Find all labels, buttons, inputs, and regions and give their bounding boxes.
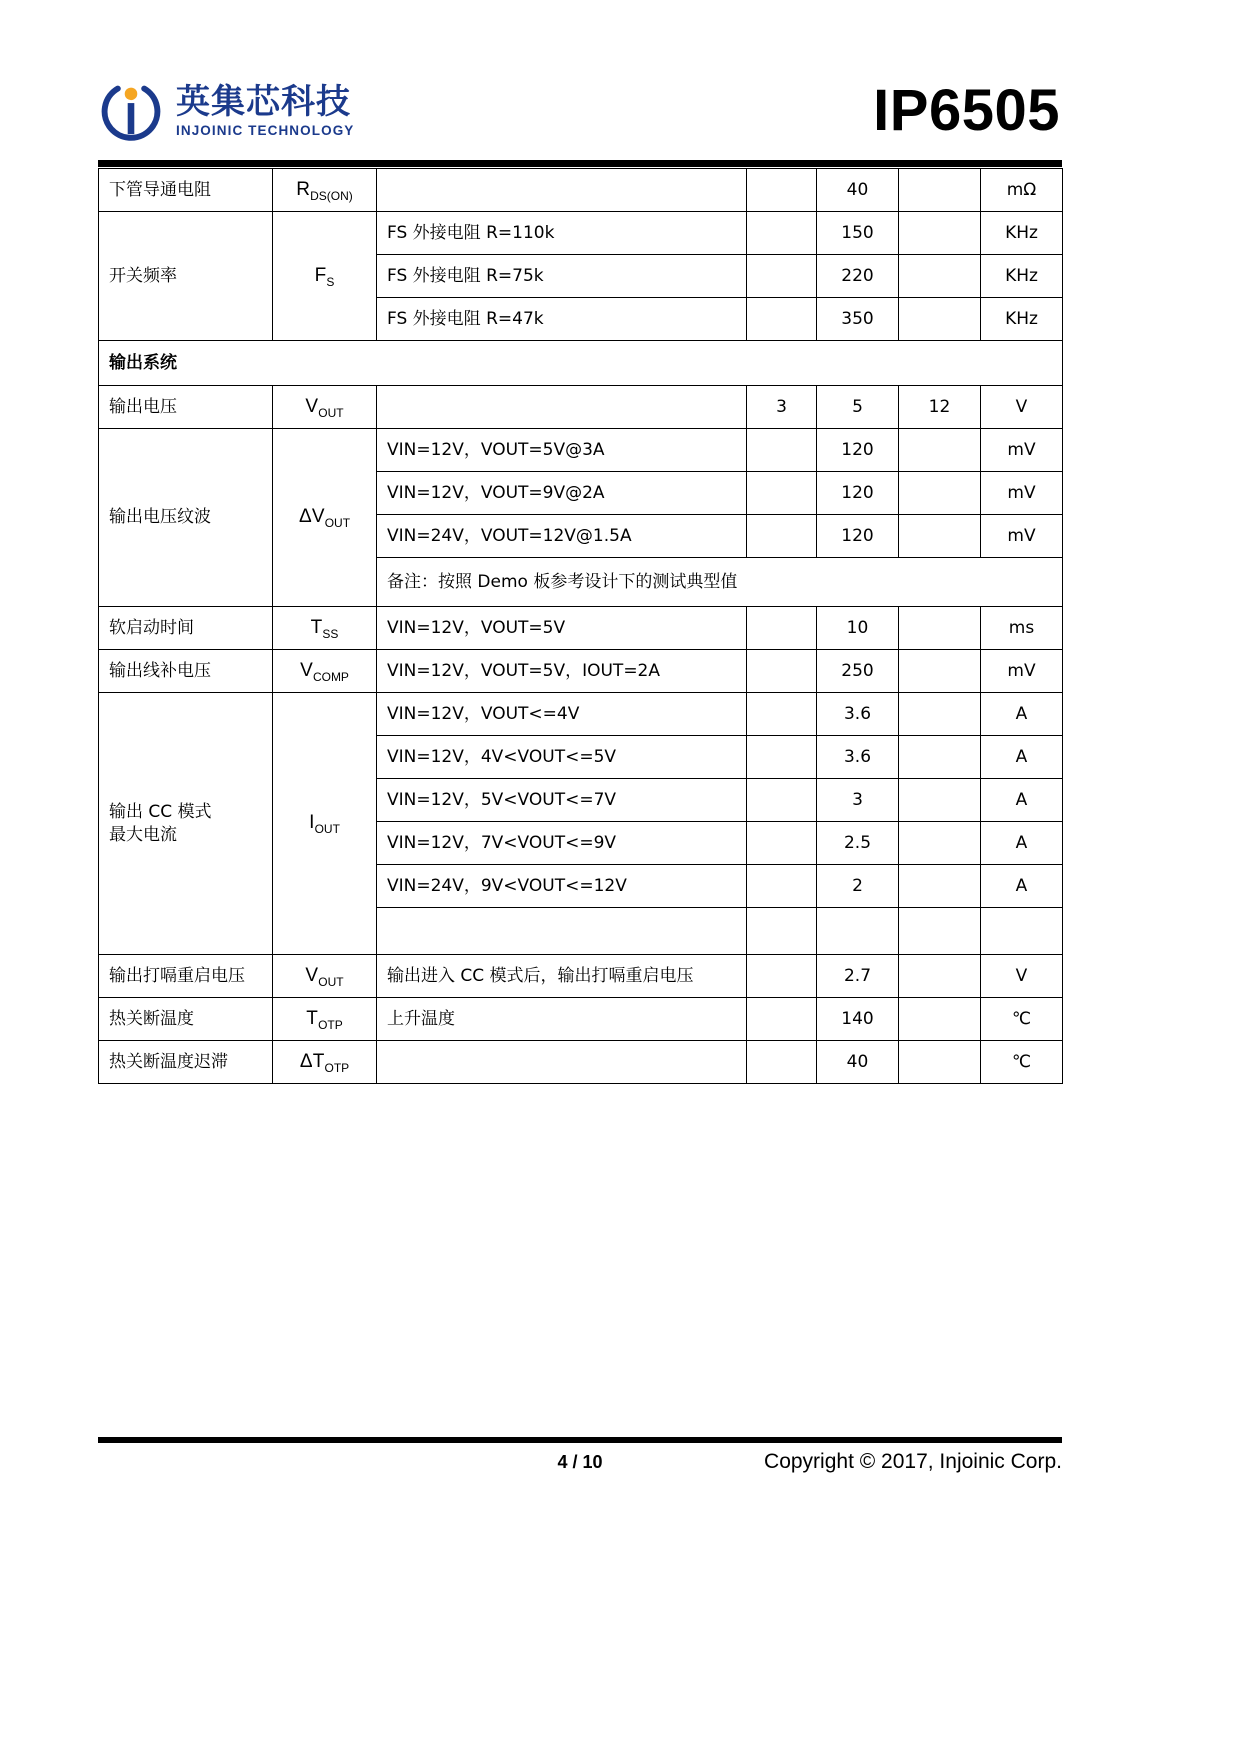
min-value-cell <box>747 822 817 865</box>
unit-cell: KHz <box>981 255 1063 298</box>
parameter-name-line1: 输出 CC 模式 <box>109 801 212 822</box>
test-condition-cell: 输出进入 CC 模式后，输出打嗝重启电压 <box>377 955 747 998</box>
typical-value-cell: 5 <box>817 386 899 429</box>
parameter-symbol-cell <box>273 998 377 1041</box>
typical-value-cell: 140 <box>817 998 899 1041</box>
test-condition-cell <box>377 1041 747 1084</box>
max-value-cell <box>899 650 981 693</box>
empty-cell <box>817 908 899 955</box>
parameter-symbol-cell <box>273 693 377 955</box>
section-header-label: 输出系统 <box>99 341 1063 386</box>
test-condition-cell: FS 外接电阻 R=75k <box>377 255 747 298</box>
brand-text <box>176 81 355 138</box>
empty-cell <box>747 908 817 955</box>
unit-cell: ℃ <box>981 998 1063 1041</box>
max-value-cell <box>899 998 981 1041</box>
min-value-cell <box>747 693 817 736</box>
typical-value-cell: 3 <box>817 779 899 822</box>
brand-name-cn: 英集芯科技 <box>176 81 351 122</box>
typical-value-cell: 2.5 <box>817 822 899 865</box>
symbol-text <box>306 1007 343 1032</box>
test-condition-cell: FS 外接电阻 R=47k <box>377 298 747 341</box>
parameter-name-cell <box>99 693 273 955</box>
symbol-subscript: OUT <box>318 974 344 989</box>
typical-value-cell: 220 <box>817 255 899 298</box>
page-number: 4 / 10 <box>557 1452 603 1472</box>
specification-table <box>98 168 1063 1084</box>
typical-value-cell: 2 <box>817 865 899 908</box>
parameter-name-cell: 输出线补电压 <box>99 650 273 693</box>
typical-value-cell: 120 <box>817 472 899 515</box>
symbol-text <box>310 616 339 641</box>
symbol-subscript: OUT <box>314 821 340 836</box>
table-row <box>99 212 1063 255</box>
typical-value-cell: 2.7 <box>817 955 899 998</box>
max-value-cell <box>899 607 981 650</box>
min-value-cell <box>747 607 817 650</box>
symbol-base: V <box>305 395 319 417</box>
max-value-cell <box>899 779 981 822</box>
page-title: IP6505 <box>873 78 1060 143</box>
typical-value-cell: 40 <box>817 1041 899 1084</box>
symbol-subscript: OUT <box>324 515 351 530</box>
parameter-name-cell: 热关断温度 <box>99 998 273 1041</box>
parameter-symbol-cell <box>273 386 377 429</box>
unit-cell: ms <box>981 607 1063 650</box>
typical-value-cell: 10 <box>817 607 899 650</box>
parameter-symbol-cell <box>273 429 377 607</box>
min-value-cell <box>747 472 817 515</box>
max-value-cell <box>899 169 981 212</box>
max-value-cell <box>899 955 981 998</box>
symbol-subscript: OTP <box>324 1060 350 1075</box>
symbol-text <box>305 395 344 420</box>
symbol-subscript: S <box>326 274 335 289</box>
unit-cell: mΩ <box>981 169 1063 212</box>
test-condition-cell: VIN=12V，7V<VOUT<=9V <box>377 822 747 865</box>
unit-cell: KHz <box>981 298 1063 341</box>
unit-cell: mV <box>981 472 1063 515</box>
symbol-base: ΔV <box>298 506 325 527</box>
min-value-cell <box>747 429 817 472</box>
parameter-symbol-cell <box>273 607 377 650</box>
test-condition-cell <box>377 386 747 429</box>
min-value-cell <box>747 255 817 298</box>
unit-cell: mV <box>981 429 1063 472</box>
empty-cell <box>981 908 1063 955</box>
unit-cell: ℃ <box>981 1041 1063 1084</box>
parameter-symbol-cell <box>273 169 377 212</box>
table-row <box>99 693 1063 736</box>
typical-value-cell: 40 <box>817 169 899 212</box>
brand-name-en: INJOINIC TECHNOLOGY <box>176 122 355 138</box>
empty-cell <box>377 908 747 955</box>
empty-cell <box>899 908 981 955</box>
table-row <box>99 998 1063 1041</box>
parameter-symbol-cell <box>273 1041 377 1084</box>
symbol-base: R <box>296 178 311 200</box>
symbol-text <box>299 1050 350 1075</box>
unit-cell: KHz <box>981 212 1063 255</box>
symbol-base: V <box>305 964 319 986</box>
min-value-cell <box>747 736 817 779</box>
min-value-cell <box>747 779 817 822</box>
parameter-name-cell: 热关断温度迟滞 <box>99 1041 273 1084</box>
max-value-cell <box>899 736 981 779</box>
min-value-cell <box>747 212 817 255</box>
max-value-cell <box>899 429 981 472</box>
parameter-name-cell: 软启动时间 <box>99 607 273 650</box>
max-value-cell <box>899 515 981 558</box>
brand-logo <box>98 78 354 144</box>
test-condition-cell: 上升温度 <box>377 998 747 1041</box>
test-condition-cell: VIN=12V，VOUT<=4V <box>377 693 747 736</box>
typical-value-cell: 150 <box>817 212 899 255</box>
symbol-subscript: COMP <box>312 669 349 684</box>
parameter-symbol-cell <box>273 212 377 341</box>
unit-cell: V <box>981 386 1063 429</box>
symbol-base: T <box>310 616 323 638</box>
specification-table-body <box>99 169 1063 1084</box>
table-row <box>99 1041 1063 1084</box>
test-condition-cell: VIN=12V，5V<VOUT<=7V <box>377 779 747 822</box>
min-value-cell: 3 <box>747 386 817 429</box>
symbol-subscript: DS(ON) <box>310 188 353 203</box>
test-condition-cell: VIN=12V，VOUT=5V，IOUT=2A <box>377 650 747 693</box>
parameter-name-line2: 最大电流 <box>109 824 177 845</box>
test-condition-cell: VIN=12V，4V<VOUT<=5V <box>377 736 747 779</box>
max-value-cell <box>899 212 981 255</box>
min-value-cell <box>747 650 817 693</box>
symbol-text <box>314 264 335 289</box>
max-value-cell <box>899 255 981 298</box>
symbol-text <box>305 964 344 989</box>
test-condition-cell <box>377 169 747 212</box>
table-note: 备注：按照 Demo 板参考设计下的测试典型值 <box>377 558 1063 607</box>
page-footer <box>98 1452 1062 1488</box>
symbol-text <box>298 506 351 530</box>
min-value-cell <box>747 998 817 1041</box>
symbol-base: ΔT <box>299 1050 325 1072</box>
page-header <box>98 62 1062 160</box>
min-value-cell <box>747 955 817 998</box>
parameter-name-cell: 输出电压 <box>99 386 273 429</box>
copyright-notice: Copyright © 2017, Injoinic Corp. <box>764 1450 1062 1473</box>
max-value-cell: 12 <box>899 386 981 429</box>
unit-cell: mV <box>981 515 1063 558</box>
symbol-base: I <box>309 812 315 833</box>
table-row <box>99 169 1063 212</box>
symbol-text <box>309 812 340 836</box>
min-value-cell <box>747 169 817 212</box>
symbol-subscript: OUT <box>318 405 344 420</box>
unit-cell: V <box>981 955 1063 998</box>
min-value-cell <box>747 865 817 908</box>
parameter-name-cell: 输出打嗝重启电压 <box>99 955 273 998</box>
unit-cell: A <box>981 693 1063 736</box>
typical-value-cell: 3.6 <box>817 693 899 736</box>
header-divider <box>98 160 1062 167</box>
typical-value-cell: 120 <box>817 515 899 558</box>
symbol-text <box>296 178 353 203</box>
table-row <box>99 429 1063 472</box>
unit-cell: mV <box>981 650 1063 693</box>
max-value-cell <box>899 472 981 515</box>
typical-value-cell: 350 <box>817 298 899 341</box>
unit-cell: A <box>981 736 1063 779</box>
parameter-symbol-cell <box>273 650 377 693</box>
test-condition-cell: VIN=12V，VOUT=5V@3A <box>377 429 747 472</box>
test-condition-cell: VIN=24V，VOUT=12V@1.5A <box>377 515 747 558</box>
symbol-text <box>300 659 349 684</box>
min-value-cell <box>747 515 817 558</box>
typical-value-cell: 250 <box>817 650 899 693</box>
max-value-cell <box>899 1041 981 1084</box>
min-value-cell <box>747 298 817 341</box>
test-condition-cell: FS 外接电阻 R=110k <box>377 212 747 255</box>
typical-value-cell: 120 <box>817 429 899 472</box>
footer-divider <box>98 1437 1062 1443</box>
parameter-name-cell: 输出电压纹波 <box>99 429 273 607</box>
injoinic-logo-icon <box>98 78 164 144</box>
parameter-name-cell: 下管导通电阻 <box>99 169 273 212</box>
symbol-base: V <box>300 659 313 681</box>
table-row <box>99 607 1063 650</box>
max-value-cell <box>899 298 981 341</box>
symbol-subscript: OTP <box>318 1017 343 1032</box>
table-section-header-row <box>99 341 1063 386</box>
test-condition-cell: VIN=24V，9V<VOUT<=12V <box>377 865 747 908</box>
min-value-cell <box>747 1041 817 1084</box>
unit-cell: A <box>981 865 1063 908</box>
test-condition-cell: VIN=12V，VOUT=5V <box>377 607 747 650</box>
parameter-symbol-cell <box>273 955 377 998</box>
max-value-cell <box>899 693 981 736</box>
max-value-cell <box>899 822 981 865</box>
symbol-base: T <box>306 1007 319 1029</box>
symbol-base: F <box>314 264 327 286</box>
max-value-cell <box>899 865 981 908</box>
table-row <box>99 650 1063 693</box>
unit-cell: A <box>981 822 1063 865</box>
typical-value-cell: 3.6 <box>817 736 899 779</box>
table-row <box>99 955 1063 998</box>
symbol-subscript: SS <box>322 626 339 641</box>
test-condition-cell: VIN=12V，VOUT=9V@2A <box>377 472 747 515</box>
table-row <box>99 386 1063 429</box>
parameter-name-cell: 开关频率 <box>99 212 273 341</box>
unit-cell: A <box>981 779 1063 822</box>
